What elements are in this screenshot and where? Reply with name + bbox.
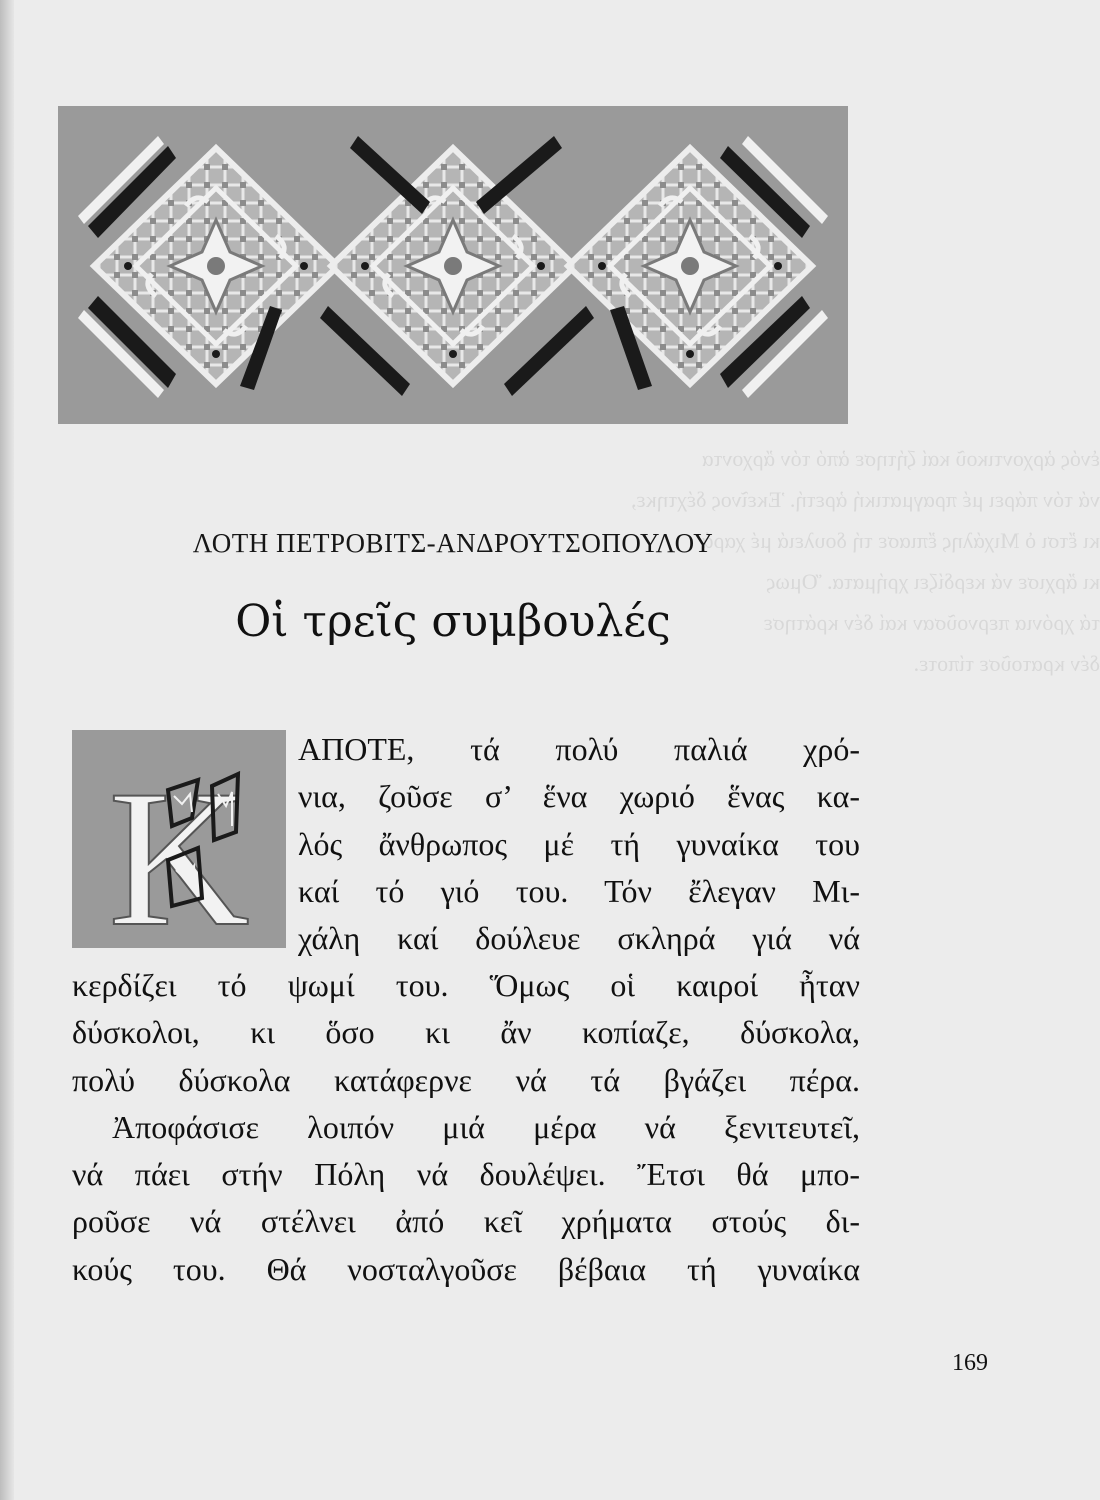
text-line: κερδίζει τό ψωμί του. Ὅμως οἱ καιροί ἦταν: [72, 967, 860, 1003]
ornamental-embroidery-banner: [58, 106, 848, 424]
text-line: πολύ δύσκολα κατάφερνε νά τά βγάζει πέρα.: [72, 1061, 860, 1098]
bleed-through-text: ἑνός ἀρχοντικοῦ καί ζήτησε ἀπό τόν ἄρχοντα νά τόν πάρει μέ πραγματική ἀρετή. Ἐκεῖνος δέχτηκε, κι ἔτσι ὁ Μιχάλης ἔπιασε τή δουλειά μέ χαρά κι ἄρχισε νά κερδίζει χρήματα. Ὅμως τά χρόνια περνοῦσαν καί δέν κράτησε δέν κρατοῦσε τίποτε.: [630, 446, 1100, 676]
story-title: Οἱ τρεῖς συμβουλές: [235, 596, 671, 647]
body-paragraph: [72, 962, 860, 1293]
text-line: νια, ζοῦσε σ’ ἕνα χωριό ἕνας κα-: [298, 778, 860, 815]
text-line: καί τό γιό του. Τόν ἔλεγαν Μι-: [298, 872, 860, 909]
text-line: κούς του. Θά νοσταλγοῦσε βέβαια τή γυναίκα: [72, 1250, 860, 1287]
text-line: δύσκολοι, κι ὅσο κι ἄν κοπίαζε, δύσκολα,: [72, 1014, 860, 1051]
drop-cap-ornament: [72, 730, 286, 948]
page-number: 169: [952, 1350, 988, 1376]
drop-cap-wrapped-paragraph: [298, 726, 860, 962]
text-line: λός ἄνθρωπος μέ τή γυναίκα του: [298, 825, 860, 862]
drop-cap-letter: K: [108, 750, 250, 948]
text-line: Ἀποφάσισε λοιπόν μιά μέρα νά ξενιτευτεῖ,: [112, 1108, 860, 1145]
page-gutter-shadow: [0, 0, 14, 1500]
text-line: νά πάει στήν Πόλη νά δουλέψει. Ἔτσι θά μπο-: [72, 1156, 860, 1193]
text-line: χάλη καί δούλευε σκληρά γιά νά: [298, 920, 860, 957]
author-name: ΛΟΤΗ ΠΕΤΡΟΒΙΤΣ-ΑΝΔΡΟΥΤΣΟΠΟΥΛΟΥ: [192, 528, 714, 558]
text-line: ροῦσε νά στέλνει ἀπό κεῖ χρήματα στούς δι-: [72, 1203, 860, 1240]
text-line: ΑΠΟΤΕ, τά πολύ παλιά χρό-: [298, 731, 860, 767]
